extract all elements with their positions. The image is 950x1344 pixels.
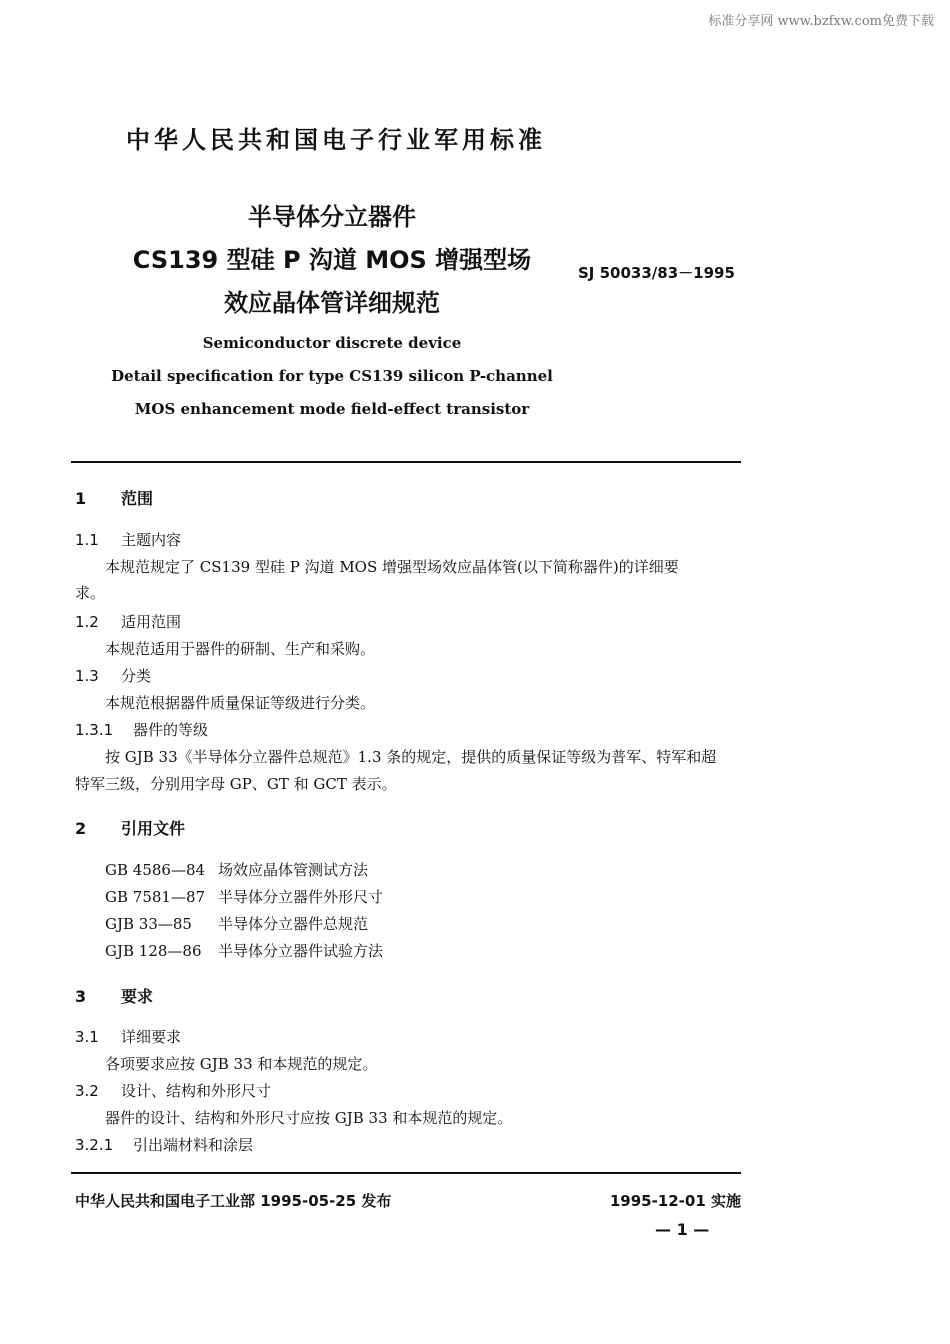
section-number: 1.3 <box>75 667 99 685</box>
effective-date: 1995-12-01 实施 <box>609 1192 741 1210</box>
section-title: 详细要求 <box>121 1028 182 1046</box>
reference-item <box>105 859 368 880</box>
reference-title: 半导体分立器件试验方法 <box>218 942 384 960</box>
section-title: 设计、结构和外形尺寸 <box>121 1082 272 1100</box>
section-3-1-heading <box>75 1026 181 1047</box>
section-title: 要求 <box>121 987 154 1006</box>
section-1-1-heading <box>75 529 181 550</box>
section-number: 3.2.1 <box>75 1136 114 1154</box>
standard-number: SJ 50033/83－1995 <box>578 264 735 282</box>
section-title: 引用文件 <box>121 819 186 838</box>
issue-date: 中华人民共和国电子工业部 1995-05-25 发布 <box>75 1192 392 1210</box>
reference-title: 场效应晶体管测试方法 <box>218 861 369 879</box>
english-title-line-1: Semiconductor discrete device <box>202 334 462 352</box>
reference-item <box>105 940 383 961</box>
section-number: 3.2 <box>75 1082 99 1100</box>
paragraph: 各项要求应按 GJB 33 和本规范的规定。 <box>105 1055 378 1073</box>
doc-title-line-3: 效应晶体管详细规范 <box>224 289 440 317</box>
section-number: 1.1 <box>75 531 99 549</box>
paragraph: 求。 <box>75 584 106 602</box>
paragraph: 本规范适用于器件的研制、生产和采购。 <box>105 640 376 658</box>
standard-title: 中华人民共和国电子行业军用标准 <box>126 126 546 154</box>
paragraph: 器件的设计、结构和外形尺寸应按 GJB 33 和本规范的规定。 <box>105 1109 513 1127</box>
watermark: 标准分享网 www.bzfxw.com免费下载 <box>708 14 934 29</box>
page-number: — 1 — <box>655 1220 710 1239</box>
section-title: 范围 <box>121 489 154 508</box>
section-number: 2 <box>75 819 87 838</box>
paragraph: 本规范规定了 CS139 型硅 P 沟道 MOS 增强型场效应晶体管(以下简称器件)的详细要 <box>105 558 679 576</box>
paragraph: 特军三级，分别用字母 GP、GT 和 GCT 表示。 <box>75 775 397 793</box>
section-1-3-heading <box>75 665 151 686</box>
section-3-heading <box>75 984 153 1007</box>
section-3-2-1-heading <box>75 1134 253 1155</box>
reference-title: 半导体分立器件总规范 <box>218 915 369 933</box>
section-number: 3.1 <box>75 1028 99 1046</box>
section-3-2-heading <box>75 1080 271 1101</box>
paragraph: 本规范根据器件质量保证等级进行分类。 <box>105 694 376 712</box>
section-number: 1.2 <box>75 613 99 631</box>
reference-code: GJB 33—85 <box>105 915 192 933</box>
reference-code: GB 4586—84 <box>105 861 206 879</box>
reference-code: GJB 128—86 <box>105 942 202 960</box>
bottom-divider <box>71 1172 741 1174</box>
reference-code: GB 7581—87 <box>105 888 206 906</box>
section-title: 引出端材料和涂层 <box>133 1136 254 1154</box>
english-title-line-3: MOS enhancement mode field-effect transistor <box>134 400 530 418</box>
reference-item <box>105 913 368 934</box>
reference-title: 半导体分立器件外形尺寸 <box>218 888 384 906</box>
paragraph: 按 GJB 33《半导体分立器件总规范》1.3 条的规定，提供的质量保证等级为普军、特军和超 <box>105 748 717 766</box>
section-1-3-1-heading <box>75 719 208 740</box>
top-divider <box>71 461 741 463</box>
doc-title-line-1: 半导体分立器件 <box>248 203 416 231</box>
section-number: 1 <box>75 489 87 508</box>
section-1-heading <box>75 486 153 509</box>
section-2-heading <box>75 816 185 839</box>
section-number: 3 <box>75 987 87 1006</box>
section-number: 1.3.1 <box>75 721 114 739</box>
reference-item <box>105 886 383 907</box>
section-title: 器件的等级 <box>133 721 209 739</box>
section-title: 主题内容 <box>121 531 182 549</box>
section-1-2-heading <box>75 611 181 632</box>
english-title-line-2: Detail specification for type CS139 silicon P-channel <box>111 367 553 385</box>
section-title: 分类 <box>121 667 152 685</box>
doc-title-line-2: CS139 型硅 P 沟道 MOS 增强型场 <box>132 246 532 274</box>
section-title: 适用范围 <box>121 613 182 631</box>
